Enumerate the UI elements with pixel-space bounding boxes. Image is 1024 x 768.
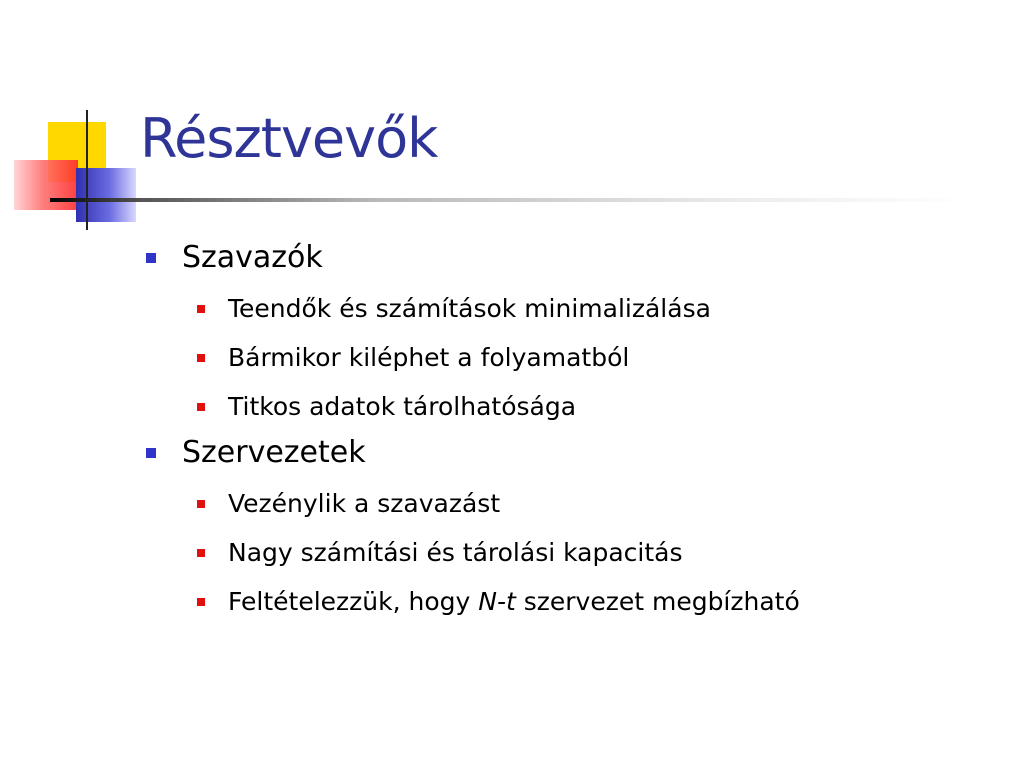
bullet-level2	[146, 382, 986, 431]
bullet-text: Nagy számítási és tárolási kapacitás	[228, 538, 683, 567]
square-bullet-icon	[197, 403, 205, 411]
logo-blue-square	[76, 168, 136, 222]
slide-title: Résztvevők	[140, 107, 438, 170]
square-bullet-icon	[197, 354, 205, 362]
section-heading: Szervezetek	[182, 435, 366, 470]
section-voters	[146, 236, 986, 431]
section-organizations	[146, 431, 986, 626]
square-bullet-icon	[146, 448, 156, 458]
square-bullet-icon	[197, 598, 205, 606]
bullet-text: Vezénylik a szavazást	[228, 489, 501, 518]
square-bullet-icon	[197, 305, 205, 313]
bullet-text-emphasis: N-t	[478, 587, 516, 616]
sub-bullet-list	[146, 284, 986, 431]
title-underline	[50, 198, 970, 202]
bullet-text: Teendők és számítások minimalizálása	[228, 294, 711, 323]
bullet-level2	[146, 528, 986, 577]
sub-bullet-list	[146, 479, 986, 626]
bullet-text-start: Feltételezzük, hogy	[228, 587, 479, 616]
slide-content	[146, 236, 986, 626]
bullet-level2	[146, 284, 986, 333]
square-bullet-icon	[197, 500, 205, 508]
bullet-text: Titkos adatok tárolhatósága	[228, 392, 577, 421]
bullet-level2	[146, 333, 986, 382]
logo-red-square	[14, 160, 78, 210]
bullet-level2	[146, 577, 986, 626]
bullet-text-end: szervezet megbízható	[515, 587, 800, 616]
square-bullet-icon	[197, 549, 205, 557]
logo-vertical-line	[86, 110, 88, 230]
section-heading: Szavazók	[182, 240, 323, 275]
bullet-level1	[146, 236, 986, 280]
bullet-level1	[146, 431, 986, 475]
bullet-text: Bármikor kiléphet a folyamatból	[228, 343, 630, 372]
square-bullet-icon	[146, 253, 156, 263]
bullet-level2	[146, 479, 986, 528]
